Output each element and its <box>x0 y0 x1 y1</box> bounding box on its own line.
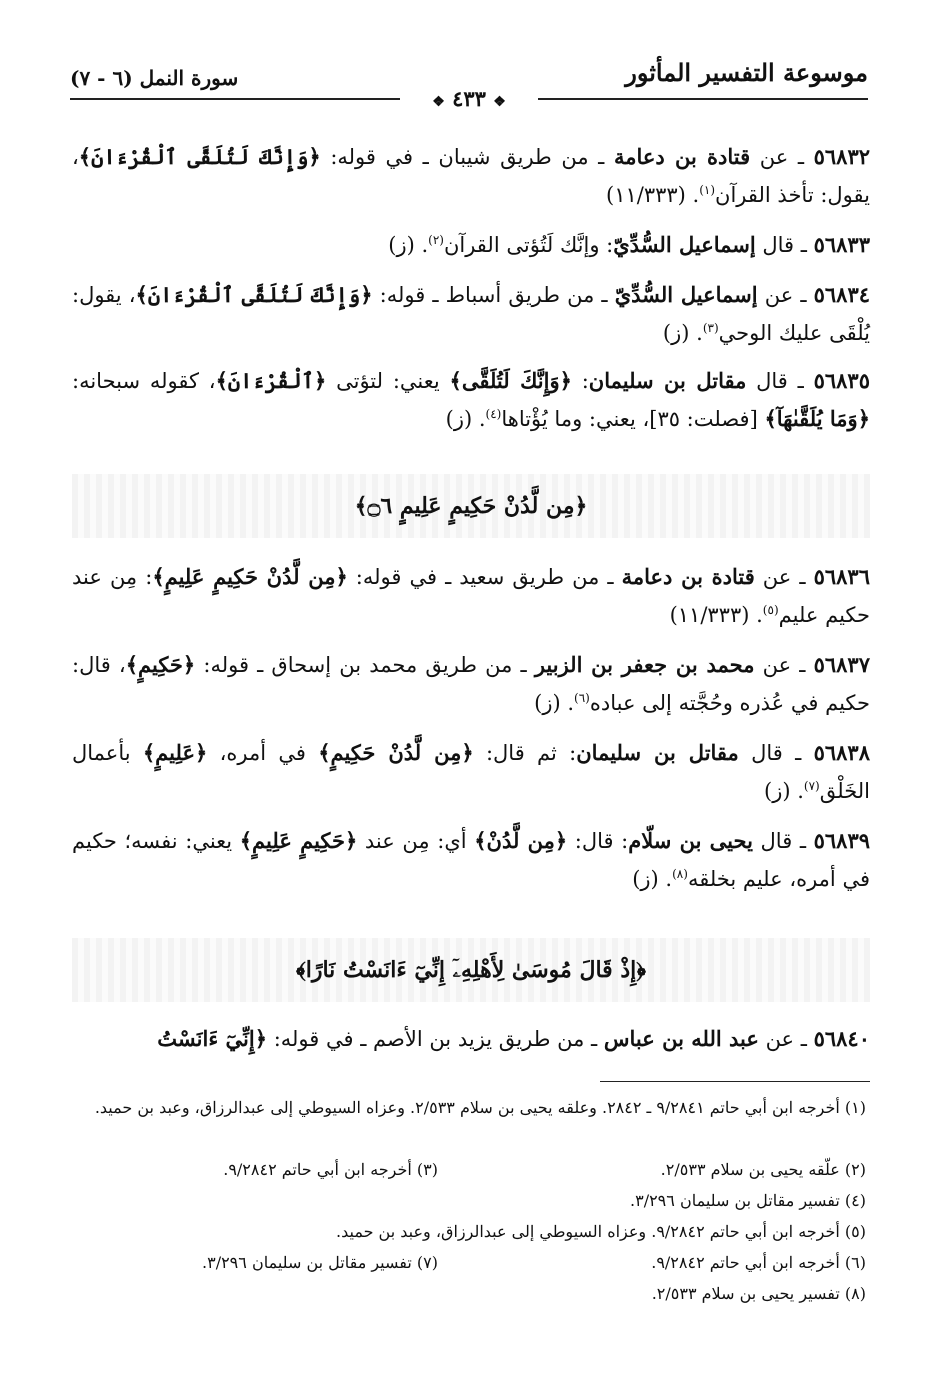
verse-banner: ﴿إِذْ قَالَ مُوسَىٰ لِأَهْلِهِۦٓ إِنِّيٓ ءَانَسْتُ نَارًا﴾ <box>72 938 870 1002</box>
narrator-name: مقاتل بن سليمان <box>576 740 739 765</box>
text: ـ من طريق شيبان ـ في قوله: <box>320 145 614 169</box>
footnote-ref: (٦) <box>574 691 590 705</box>
quran-quote: ﴿مِن لَّدُنْ حَكِيمٍ عَلِيمٍ﴾ <box>152 564 348 589</box>
narration-56833 <box>72 226 870 264</box>
narration-number: ٥٦٨٣٦ <box>813 564 870 589</box>
footnote-7: (٧) تفسير مقاتل بن سليمان ٣/٢٩٦. <box>202 1253 438 1272</box>
quran-quote: ﴿وَإِنَّكَ لَتُلَقَّى ٱلْقُرْءَانَ﴾ <box>135 282 373 307</box>
reference: . (ز) <box>445 407 486 431</box>
narration-56837 <box>72 646 870 722</box>
reference: . (١١/٣٣٣) <box>605 183 700 207</box>
text: : قال: <box>567 829 629 853</box>
text: ـ من طريق أسباط ـ قوله: <box>372 283 615 307</box>
reference: . (ز) <box>388 233 429 257</box>
footnote-ref: (١) <box>699 183 716 197</box>
header-rule-right <box>538 98 868 100</box>
page-number: ٤٣٣ <box>452 86 486 111</box>
quran-quote: ﴿إِنِّيٓ ءَانَسْتُ <box>157 1026 268 1051</box>
narration-56834 <box>72 276 870 352</box>
footnote-5: (٥) أخرجه ابن أبي حاتم ٩/٢٨٤٢. وعزاه السيوطي إلى عبدالرزاق، وعبد بن حميد. <box>336 1222 866 1241</box>
footnote-ref: (٨) <box>672 867 688 881</box>
narration-56838 <box>72 734 870 810</box>
footnote-4: (٤) تفسير مقاتل بن سليمان ٣/٢٩٦. <box>630 1191 866 1210</box>
text: ـ قال <box>738 741 814 765</box>
reference: . (ز) <box>662 321 703 345</box>
narration-number: ٥٦٨٤٠ <box>813 1026 870 1051</box>
narration-number: ٥٦٨٣٧ <box>813 652 870 677</box>
quran-quote: ﴿حَكِيمٍ عَلِيمٍ﴾ <box>239 828 358 853</box>
text: ـ عن <box>754 653 814 677</box>
quran-quote: ﴿ٱلْقُرْءَانَ﴾ <box>215 368 327 393</box>
text: ـ عن <box>757 283 814 307</box>
page-header <box>70 58 868 114</box>
text: ـ عن <box>750 145 814 169</box>
text: ـ عن <box>758 1027 814 1051</box>
text: ـ من طريق يزيد بن الأصم ـ في قوله: <box>267 1027 604 1051</box>
text: [فصلت: ٣٥]، يعني: وما يُؤْتاها <box>501 407 765 431</box>
narrator-name: قتادة بن دعامة <box>613 144 751 169</box>
narration-56832 <box>72 138 870 214</box>
footnote-ref: (٢) <box>428 233 444 247</box>
narration-number: ٥٦٨٣٩ <box>813 828 871 853</box>
text: ـ من طريق سعيد ـ في قوله: <box>347 565 622 589</box>
narrator-name: يحيى بن سلّام <box>628 828 753 853</box>
text: ـ عن <box>754 565 814 589</box>
book-title: موسوعة التفسير المأثور <box>625 58 868 87</box>
footnote-3: (٣) أخرجه ابن أبي حاتم ٩/٢٨٤٢. <box>223 1160 438 1179</box>
quran-quote: ﴿عَلِيمٍ﴾ <box>142 740 208 765</box>
narration-number: ٥٦٨٣٤ <box>813 282 871 307</box>
narration-56840 <box>72 1020 870 1058</box>
ornament-icon: ❖ <box>493 94 506 110</box>
text: أي: مِن عند <box>357 829 475 853</box>
text: ـ من طريق محمد بن إسحاق ـ قوله: <box>195 653 535 677</box>
narration-56839 <box>72 822 870 898</box>
footnote-ref: (٥) <box>762 603 779 617</box>
footnote-2: (٢) علّقه يحيى بن سلام ٢/٥٣٣. <box>660 1160 866 1179</box>
reference: . (ز) <box>764 779 804 803</box>
text: : وإنَّك لَتُؤتى القرآن <box>443 233 614 257</box>
quran-quote: ﴿حَكِيمٍ﴾ <box>125 652 196 677</box>
text: يعني: لتؤتى <box>326 369 450 393</box>
narration-56835 <box>72 362 870 438</box>
narrator-name: قتادة بن دعامة <box>621 564 755 589</box>
narrator-name: محمد بن جعفر بن الزبير <box>534 652 755 677</box>
text: يعني: نفسه؛ حكيم في أمره، عليم بخلقه <box>72 829 870 891</box>
footnote-ref: (٣) <box>702 321 719 335</box>
narration-number: ٥٦٨٣٨ <box>813 740 870 765</box>
narration-number: ٥٦٨٣٣ <box>813 232 870 257</box>
quran-quote: ﴿وَمَا يُلَقَّىٰهَآ﴾ <box>764 406 870 431</box>
quran-quote: ﴿مِن لَّدُنْ حَكِيمٍ﴾ <box>318 740 474 765</box>
surah-title: سورة النمل (٦ - ٧) <box>70 66 239 90</box>
narration-number: ٥٦٨٣٥ <box>813 368 870 393</box>
text: في أمره، <box>207 741 319 765</box>
header-rule-left <box>70 98 400 100</box>
text: : مِن عند حكيم عليم <box>72 565 870 627</box>
narrator-name: عبد الله بن عباس <box>603 1026 759 1051</box>
text: : <box>571 369 589 393</box>
text: : ثم قال: <box>473 741 577 765</box>
narration-56836 <box>72 558 870 634</box>
text: ، كقوله سبحانه: <box>72 369 216 393</box>
narrator-name: إسماعيل السُّدِّيّ <box>613 232 756 257</box>
footnote-1: (١) أخرجه ابن أبي حاتم ٩/٢٨٤١ ـ ٢٨٤٢. وعلقه يحيى بن سلام ٢/٥٣٣. وعزاه السيوطي إلى عبدالرزاق، وعبد بن حميد. <box>94 1098 866 1117</box>
text: ، قال: حكيم في عُذره وحُجَّته إلى عباده <box>72 653 870 715</box>
footnote-ref: (٤) <box>485 407 502 421</box>
text: بأعمال الخَلْق <box>72 741 870 803</box>
quran-quote: ﴿مِن لَّدُنْ﴾ <box>474 828 568 853</box>
quran-quote: ﴿وَإِنَّكَ لَتُلَقَّى ٱلْقُرْءَانَ﴾ <box>78 144 321 169</box>
ornament-icon: ❖ <box>432 94 445 110</box>
verse-banner: ﴿مِن لَّدُنْ حَكِيمٍ عَلِيمٍ ۝٦﴾ <box>72 474 870 538</box>
narrator-name: مقاتل بن سليمان <box>588 368 747 393</box>
reference: . (ز) <box>534 691 575 715</box>
text: ، يقول: تأخذ القرآن <box>72 145 870 207</box>
footnote-6: (٦) أخرجه ابن أبي حاتم ٩/٢٨٤٢. <box>651 1253 866 1272</box>
narration-number: ٥٦٨٣٢ <box>813 144 871 169</box>
text: ـ قال <box>746 369 814 393</box>
reference: . (ز) <box>632 867 673 891</box>
footnote-ref: (٧) <box>803 779 820 793</box>
text: ـ قال <box>755 233 814 257</box>
page-number-block <box>432 86 506 111</box>
text: ، يقول: يُلْقَى عليك الوحي <box>72 283 870 345</box>
footnote-8: (٨) تفسير يحيى بن سلام ٢/٥٣٣. <box>651 1284 866 1303</box>
reference: . (١١/٣٣٣) <box>669 603 763 627</box>
narrator-name: إسماعيل السُّدِّيّ <box>614 282 758 307</box>
quran-quote: ﴿وَإِنَّكَ لَتُلَقَّى﴾ <box>449 368 572 393</box>
text: ـ قال <box>752 829 814 853</box>
footnote-separator <box>600 1081 870 1082</box>
